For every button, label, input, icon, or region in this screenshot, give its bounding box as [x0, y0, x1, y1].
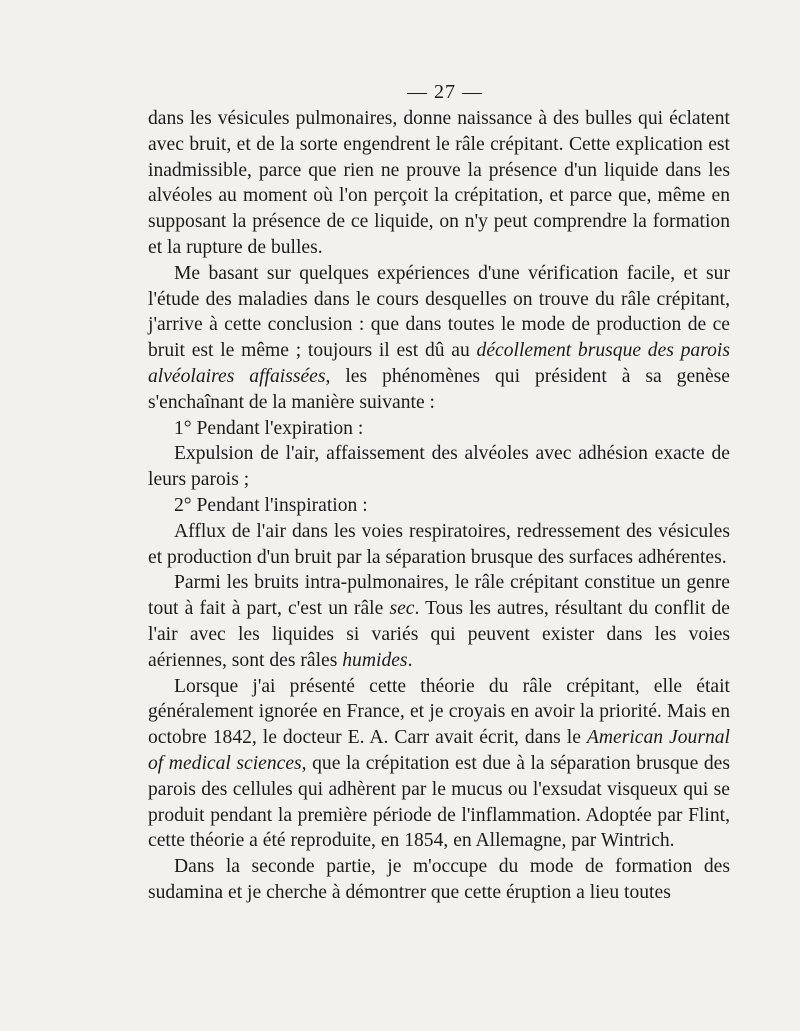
- text-run: Afflux de l'air dans les voies respiratoires, redressement des vésicules et production d'un bruit par la séparation brusque des surfaces adhérentes.: [148, 520, 730, 568]
- body-text: [148, 106, 730, 906]
- text-run: dans les vésicules pulmonaires, donne naissance à des bulles qui éclatent avec bruit, et de la sorte engendrent le râle crépitant. Cette explication est inadmissible, parce que rien ne prouve la présence d'un liquide dans les alvéoles au moment où l'on perçoit la crépitation, et parce que, même en supposant la présence de ce liquide, on n'y peut comprendre la formation et la rupture de bulles.: [148, 108, 730, 258]
- paragraph-p5: [148, 493, 730, 519]
- paragraph-p2: [148, 261, 730, 416]
- italic-run: sec: [389, 598, 415, 620]
- italic-run: American Journal of medical sciences: [148, 727, 730, 774]
- text-run: 1° Pendant l'expiration :: [174, 417, 364, 439]
- text-run: Parmi les bruits intra-pulmonaires, le râle crépitant constitue un genre tout à fait à part, c'est un râle: [148, 572, 730, 620]
- text-run: .: [407, 649, 413, 671]
- paragraph-p6: [148, 519, 730, 571]
- paragraph-p7: [148, 570, 730, 673]
- paragraph-p1: [148, 106, 730, 261]
- paragraph-p8: [148, 674, 730, 855]
- text-run: Expulsion de l'air, affaissement des alvéoles avec adhésion exacte de leurs parois ;: [148, 443, 730, 491]
- text-run: . Tous les autres, résultant du conflit de l'air avec les liquides si variés qui peuvent exister dans les voies aériennes, sont des râles: [148, 598, 731, 671]
- text-run: Dans la seconde partie, je m'occupe du mode de formation des sudamina et je cherche à démontrer que cette éruption a lieu toutes: [148, 856, 730, 903]
- text-run: 2° Pendant l'inspiration :: [174, 494, 368, 516]
- paragraph-p9: [148, 854, 730, 906]
- text-run: Lorsque j'ai présenté cette théorie du râle crépitant, elle était généralement ignorée en France, et je croyais en avoir la priorité. Mais en octobre 1842, le docteur E. A. Carr avait écrit, dans le: [148, 675, 730, 749]
- page-number: — 27 —: [407, 81, 483, 103]
- text-run: Me basant sur quelques expériences d'une vérification facile, et sur l'étude des maladies dans le cours desquelles on trouve du râle crépitant, j'arrive à cette conclusion : que dans toutes le mode de production de ce bruit est le même ; toujours il est dû au: [148, 262, 730, 362]
- text-run: , les phénomènes qui président à sa genèse s'enchaînant de la manière suivante :: [148, 365, 730, 413]
- paragraph-p3: [148, 416, 730, 442]
- italic-run: décollement brusque des parois alvéolaires affaissées: [148, 340, 730, 387]
- paragraph-p4: [148, 441, 730, 493]
- text-run: , que la crépitation est due à la séparation brusque des parois des cellules qui adhèrent par le mucus ou l'exsudat visqueux qui se produit pendant la première période de l'inflammation. Adoptée par Flint, cette théorie a été reproduite, en 1854, en Allemagne, par Wintrich.: [148, 752, 730, 852]
- italic-run: humides: [342, 649, 408, 671]
